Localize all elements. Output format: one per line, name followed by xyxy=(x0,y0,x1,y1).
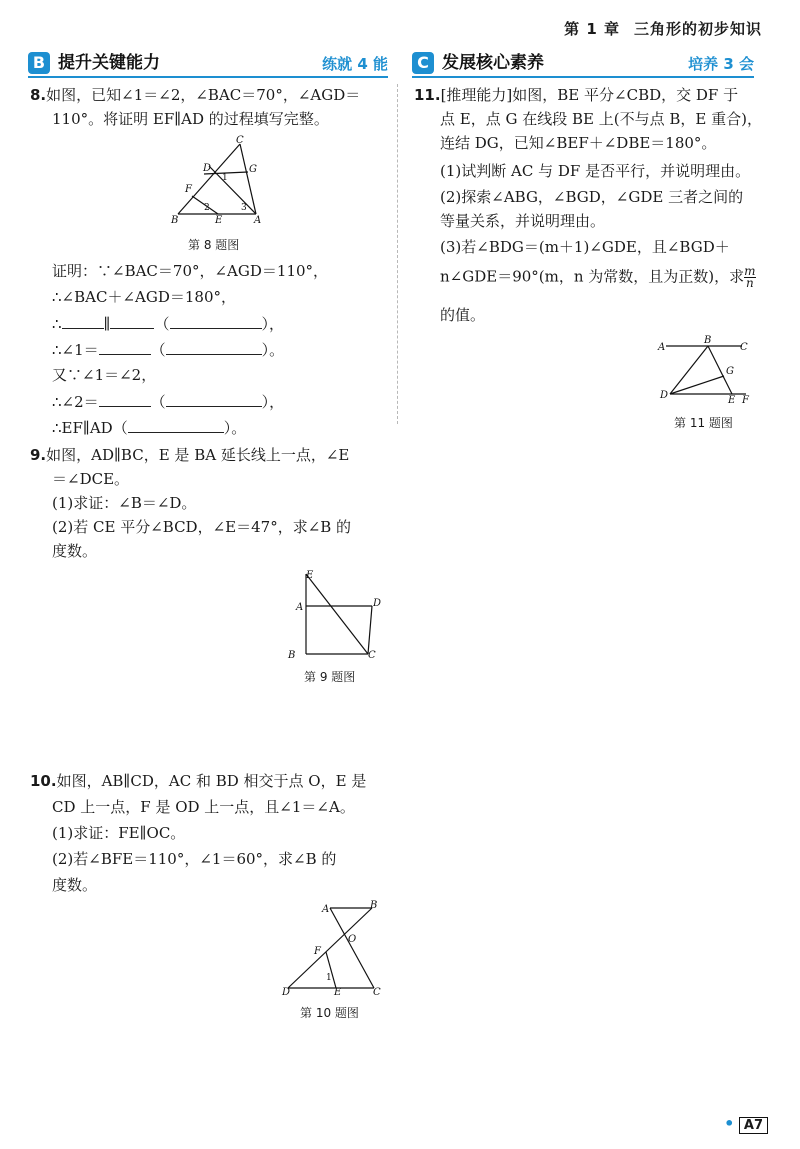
q9-line2: ＝∠DCE。 xyxy=(52,470,130,488)
q8-proof-line2: ∴∠BAC＋∠AGD＝180°， xyxy=(52,288,236,306)
q9-label-A: A xyxy=(296,602,304,613)
q11-label-G: G xyxy=(726,366,734,377)
q8-label-G: G xyxy=(249,164,257,175)
section-c-tag: 培养 3 会 xyxy=(688,55,754,73)
q8-caption: 第 8 题图 xyxy=(188,238,240,252)
chapter-title: 三角形的初步知识 xyxy=(633,20,762,38)
page-header xyxy=(564,18,762,39)
q11-part3-line2: n∠GDE＝90°(m，n 为常数，且为正数)，求 $\frac{m}{n}$ xyxy=(440,264,756,290)
q11-line1: 11.[推理能力]如图，BE 平分∠CBD，交 DF 于 xyxy=(414,86,739,104)
q10-label-B: B xyxy=(370,900,378,911)
q10-part1: (1)求证：FE∥OC。 xyxy=(52,824,186,842)
page-number-box: A7 xyxy=(739,1117,768,1134)
q10-line2: CD 上一点，F 是 OD 上一点，且∠1＝∠A。 xyxy=(52,798,355,816)
q8-proof-line7: ∴EF∥AD（ ）。 xyxy=(52,419,247,437)
q10-label-A: A xyxy=(322,904,330,915)
q9-part2-line2: 度数。 xyxy=(52,542,98,560)
q11-line2: 点 E，点 G 在线段 BE 上(不与点 B，E 重合)， xyxy=(440,110,762,128)
q10-label-E: E xyxy=(334,987,342,996)
chapter-number: 第 1 章 xyxy=(564,20,620,38)
q8-blank-3[interactable] xyxy=(170,314,262,329)
q8-proof-line3: ∴ ∥ （ ）， xyxy=(52,315,285,333)
q10-caption: 第 10 题图 xyxy=(300,1006,359,1020)
q11-label-D: D xyxy=(660,390,669,401)
q9-line1: 9.如图，AD∥BC，E 是 BA 延长线上一点，∠E xyxy=(30,446,350,464)
q10-part2-line2: 度数。 xyxy=(52,876,98,894)
section-c-badge: C xyxy=(412,52,434,74)
page-number xyxy=(724,1114,768,1133)
q11-figure xyxy=(652,334,752,404)
q8-proof-line6: ∴∠2＝ （ ）， xyxy=(52,393,285,411)
q11-part1: (1)试判断 AC 与 DF 是否平行，并说明理由。 xyxy=(440,162,751,180)
q10-angle-1: 1 xyxy=(326,973,332,983)
q11-number: 11. xyxy=(414,86,441,104)
q8-blank-1[interactable] xyxy=(62,314,104,329)
q10-part2-line1: (2)若∠BFE＝110°，∠1＝60°，求∠B 的 xyxy=(52,850,337,868)
q8-blank-2[interactable] xyxy=(110,314,154,329)
q8-label-B: B xyxy=(171,215,179,226)
q10-number: 10. xyxy=(30,772,57,790)
q8-blank-6[interactable] xyxy=(99,392,151,407)
q10-label-D: D xyxy=(282,987,291,996)
q8-proof-line4: ∴∠1＝ （ ）。 xyxy=(52,341,285,359)
q8-figure xyxy=(168,134,268,226)
q11-label-F: F xyxy=(742,395,749,404)
q8-proof-line5: 又∵∠1＝∠2， xyxy=(52,366,157,384)
q8-number: 8. xyxy=(30,86,47,104)
column-divider xyxy=(397,84,398,424)
q11-label-C: C xyxy=(740,342,748,353)
q8-angle-2: 2 xyxy=(204,203,210,213)
q8-line1: 8.如图，已知∠1＝∠2，∠BAC＝70°，∠AGD＝ xyxy=(30,86,361,104)
q11-label-A: A xyxy=(658,342,666,353)
q10-label-C: C xyxy=(373,987,381,996)
q8-label-A: A xyxy=(254,215,262,226)
q9-caption: 第 9 题图 xyxy=(304,670,356,684)
section-b-bar xyxy=(28,52,388,78)
q11-part3-line1: (3)若∠BDG＝(m＋1)∠GDE，且∠BGD＋ xyxy=(440,238,730,256)
q10-label-O: O xyxy=(348,934,357,945)
q8-label-D: D xyxy=(203,163,212,174)
q8-label-C: C xyxy=(236,135,244,146)
q11-part3-line3: 的值。 xyxy=(440,306,486,324)
q9-label-B: B xyxy=(288,650,296,661)
q9-label-E: E xyxy=(306,570,314,581)
q9-figure xyxy=(284,566,388,662)
q8-line2: 110°。将证明 EF∥AD 的过程填写完整。 xyxy=(52,110,329,128)
q11-line3: 连结 DG，已知∠BEF＋∠DBE＝180°。 xyxy=(440,134,717,152)
q10-line1: 10.如图，AB∥CD，AC 和 BD 相交于点 O，E 是 xyxy=(30,772,367,790)
q8-angle-1: 1 xyxy=(222,173,228,183)
q8-blank-8[interactable] xyxy=(128,418,224,433)
q11-part2-line2: 等量关系，并说明理由。 xyxy=(440,212,606,230)
section-c-title: 发展核心素养 xyxy=(442,53,544,73)
section-b-tag: 练就 4 能 xyxy=(322,55,388,73)
q8-label-E: E xyxy=(215,215,223,226)
page-dot: • xyxy=(724,1114,735,1133)
q11-fraction: $\frac{m}{n}$ xyxy=(744,264,756,290)
q8-blank-7[interactable] xyxy=(166,392,262,407)
section-b-badge: B xyxy=(28,52,50,74)
q9-label-D: D xyxy=(373,598,382,609)
q8-blank-5[interactable] xyxy=(166,340,262,355)
q8-label-F: F xyxy=(185,184,192,195)
q11-label-B: B xyxy=(704,335,712,346)
q9-number: 9. xyxy=(30,446,47,464)
q8-proof-line1: 证明：∵∠BAC＝70°，∠AGD＝110°， xyxy=(52,262,329,280)
q10-label-F: F xyxy=(314,946,321,957)
q8-angle-3: 3 xyxy=(241,203,247,213)
q9-label-C: C xyxy=(368,650,376,661)
q11-caption: 第 11 题图 xyxy=(674,416,733,430)
section-c-bar xyxy=(412,52,754,78)
q11-label-E: E xyxy=(728,395,736,404)
q9-part2-line1: (2)若 CE 平分∠BCD，∠E＝47°，求∠B 的 xyxy=(52,518,352,536)
q8-blank-4[interactable] xyxy=(99,340,151,355)
q9-part1: (1)求证：∠B＝∠D。 xyxy=(52,494,197,512)
q10-figure xyxy=(278,900,384,996)
section-b-title: 提升关键能力 xyxy=(58,53,160,73)
q11-part2-line1: (2)探索∠ABG，∠BGD，∠GDE 三者之间的 xyxy=(440,188,744,206)
